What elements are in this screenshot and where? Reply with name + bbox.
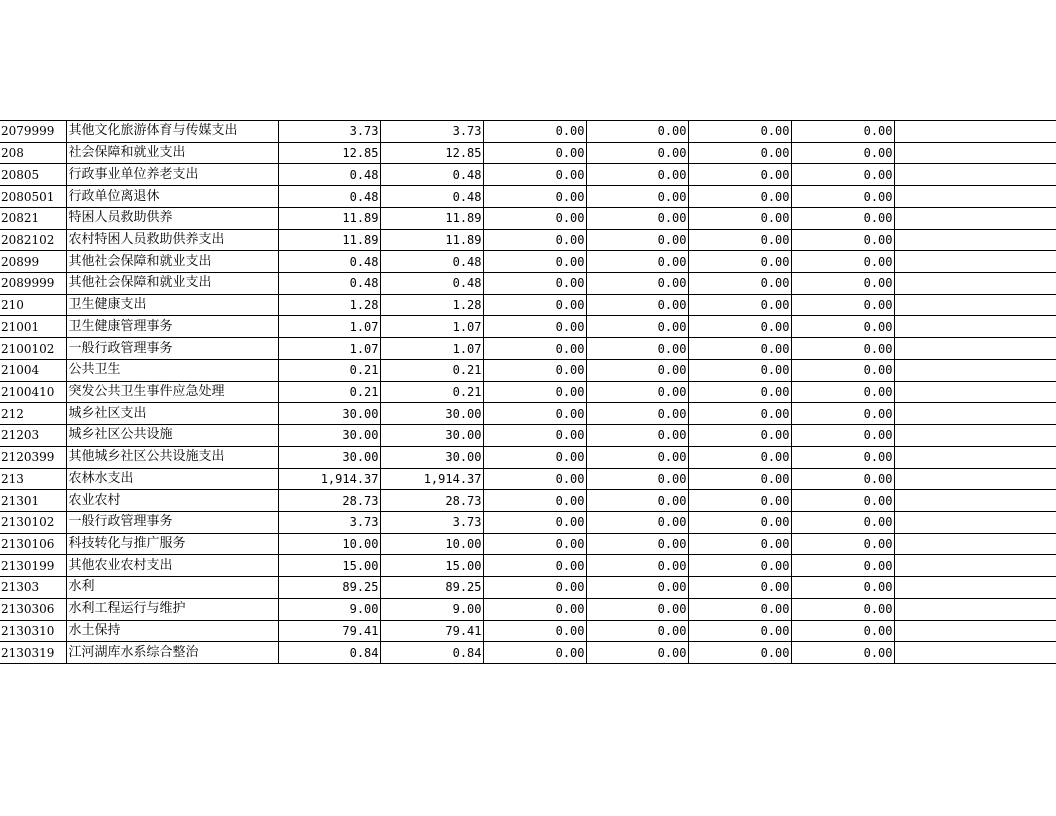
amount-cell[interactable]: 30.00 xyxy=(278,403,380,425)
amount-cell[interactable]: 0.00 xyxy=(791,273,894,295)
amount-cell[interactable]: 0.00 xyxy=(586,533,688,555)
amount-cell[interactable]: 0.00 xyxy=(586,316,688,338)
table-row xyxy=(0,359,1056,381)
amount-cell[interactable]: 1,914.37 xyxy=(278,468,380,490)
amount-cell[interactable]: 0.21 xyxy=(278,359,380,381)
subject-code-cell[interactable]: 2130102 xyxy=(0,511,66,533)
amount-cell[interactable]: 30.00 xyxy=(380,425,483,447)
subject-name-cell[interactable]: 一般行政管理事务 xyxy=(66,511,278,533)
subject-name-cell[interactable]: 农业农村 xyxy=(66,490,278,512)
amount-cell[interactable]: 0.00 xyxy=(483,468,586,490)
empty-cell[interactable] xyxy=(894,164,1056,186)
amount-cell[interactable]: 11.89 xyxy=(380,207,483,229)
amount-cell[interactable]: 1.28 xyxy=(380,294,483,316)
amount-cell[interactable]: 0.00 xyxy=(483,251,586,273)
amount-cell[interactable]: 79.41 xyxy=(278,620,380,642)
subject-code-cell[interactable]: 212 xyxy=(0,403,66,425)
subject-code-cell[interactable]: 2130199 xyxy=(0,555,66,577)
table-row xyxy=(0,121,1056,143)
subject-name-cell[interactable]: 卫生健康支出 xyxy=(66,294,278,316)
amount-cell[interactable]: 0.00 xyxy=(688,338,791,360)
amount-cell[interactable]: 0.00 xyxy=(791,425,894,447)
subject-code-cell[interactable]: 2100410 xyxy=(0,381,66,403)
subject-code-cell[interactable]: 210 xyxy=(0,294,66,316)
amount-cell[interactable]: 0.00 xyxy=(688,207,791,229)
amount-cell[interactable]: 0.00 xyxy=(791,186,894,208)
amount-cell[interactable]: 0.00 xyxy=(586,142,688,164)
amount-cell[interactable]: 0.00 xyxy=(791,316,894,338)
subject-name-cell[interactable]: 其他社会保障和就业支出 xyxy=(66,251,278,273)
empty-cell[interactable] xyxy=(894,207,1056,229)
amount-cell[interactable]: 0.00 xyxy=(586,359,688,381)
amount-cell[interactable]: 0.00 xyxy=(688,642,791,664)
amount-cell[interactable]: 11.89 xyxy=(380,229,483,251)
subject-name-cell[interactable]: 行政事业单位养老支出 xyxy=(66,164,278,186)
subject-code-cell[interactable]: 21203 xyxy=(0,425,66,447)
amount-cell[interactable]: 0.00 xyxy=(586,186,688,208)
empty-cell[interactable] xyxy=(894,642,1056,664)
table-row xyxy=(0,381,1056,403)
subject-code-cell[interactable]: 2130106 xyxy=(0,533,66,555)
subject-code-cell[interactable]: 2079999 xyxy=(0,121,66,143)
amount-cell[interactable]: 30.00 xyxy=(278,446,380,468)
empty-cell[interactable] xyxy=(894,121,1056,143)
amount-cell[interactable]: 0.00 xyxy=(483,577,586,599)
amount-cell[interactable]: 0.21 xyxy=(380,381,483,403)
empty-cell[interactable] xyxy=(894,229,1056,251)
subject-name-cell[interactable]: 其他社会保障和就业支出 xyxy=(66,273,278,295)
amount-cell[interactable]: 0.00 xyxy=(586,620,688,642)
empty-cell[interactable] xyxy=(894,338,1056,360)
amount-cell[interactable]: 28.73 xyxy=(380,490,483,512)
amount-cell[interactable]: 0.00 xyxy=(586,273,688,295)
amount-cell[interactable]: 0.00 xyxy=(586,229,688,251)
subject-name-cell[interactable]: 水利工程运行与维护 xyxy=(66,598,278,620)
amount-cell[interactable]: 0.00 xyxy=(688,490,791,512)
amount-cell[interactable]: 0.00 xyxy=(483,164,586,186)
amount-cell[interactable]: 0.48 xyxy=(380,186,483,208)
subject-code-cell[interactable]: 2080501 xyxy=(0,186,66,208)
amount-cell[interactable]: 0.00 xyxy=(791,294,894,316)
subject-code-cell[interactable]: 2120399 xyxy=(0,446,66,468)
subject-name-cell[interactable]: 农村特困人员救助供养支出 xyxy=(66,229,278,251)
empty-cell[interactable] xyxy=(894,142,1056,164)
amount-cell[interactable]: 0.00 xyxy=(791,490,894,512)
empty-cell[interactable] xyxy=(894,555,1056,577)
amount-cell[interactable]: 0.00 xyxy=(586,251,688,273)
amount-cell[interactable]: 0.00 xyxy=(586,577,688,599)
amount-cell[interactable]: 0.21 xyxy=(380,359,483,381)
table-row xyxy=(0,446,1056,468)
amount-cell[interactable]: 0.00 xyxy=(791,555,894,577)
empty-cell[interactable] xyxy=(894,577,1056,599)
subject-code-cell[interactable]: 21001 xyxy=(0,316,66,338)
amount-cell[interactable]: 3.73 xyxy=(278,121,380,143)
amount-cell[interactable]: 0.00 xyxy=(586,381,688,403)
subject-code-cell[interactable]: 20805 xyxy=(0,164,66,186)
empty-cell[interactable] xyxy=(894,598,1056,620)
amount-cell[interactable]: 9.00 xyxy=(380,598,483,620)
empty-cell[interactable] xyxy=(894,294,1056,316)
amount-cell[interactable]: 30.00 xyxy=(380,446,483,468)
empty-cell[interactable] xyxy=(894,251,1056,273)
amount-cell[interactable]: 0.48 xyxy=(278,186,380,208)
table-body xyxy=(0,121,1056,664)
amount-cell[interactable]: 0.00 xyxy=(688,577,791,599)
subject-code-cell[interactable]: 2130319 xyxy=(0,642,66,664)
amount-cell[interactable]: 0.00 xyxy=(483,121,586,143)
amount-cell[interactable]: 3.73 xyxy=(278,511,380,533)
subject-name-cell[interactable]: 卫生健康管理事务 xyxy=(66,316,278,338)
amount-cell[interactable]: 0.00 xyxy=(791,598,894,620)
amount-cell[interactable]: 0.48 xyxy=(380,251,483,273)
amount-cell[interactable]: 0.00 xyxy=(688,251,791,273)
amount-cell[interactable]: 0.00 xyxy=(688,468,791,490)
amount-cell[interactable]: 0.84 xyxy=(380,642,483,664)
amount-cell[interactable]: 0.00 xyxy=(483,229,586,251)
amount-cell[interactable]: 0.00 xyxy=(791,533,894,555)
amount-cell[interactable]: 0.00 xyxy=(688,164,791,186)
amount-cell[interactable]: 1,914.37 xyxy=(380,468,483,490)
amount-cell[interactable]: 0.48 xyxy=(380,164,483,186)
amount-cell[interactable]: 79.41 xyxy=(380,620,483,642)
amount-cell[interactable]: 0.00 xyxy=(791,642,894,664)
subject-code-cell[interactable]: 20899 xyxy=(0,251,66,273)
table-row xyxy=(0,273,1056,295)
empty-cell[interactable] xyxy=(894,316,1056,338)
subject-name-cell[interactable]: 其他农业农村支出 xyxy=(66,555,278,577)
amount-cell[interactable]: 0.00 xyxy=(483,273,586,295)
table-row xyxy=(0,142,1056,164)
amount-cell[interactable]: 0.00 xyxy=(483,533,586,555)
amount-cell[interactable]: 0.48 xyxy=(278,273,380,295)
amount-cell[interactable]: 0.00 xyxy=(791,446,894,468)
amount-cell[interactable]: 0.00 xyxy=(688,229,791,251)
amount-cell[interactable]: 0.00 xyxy=(688,121,791,143)
amount-cell[interactable]: 0.00 xyxy=(483,142,586,164)
amount-cell[interactable]: 0.00 xyxy=(688,403,791,425)
empty-cell[interactable] xyxy=(894,468,1056,490)
empty-cell[interactable] xyxy=(894,425,1056,447)
amount-cell[interactable]: 0.00 xyxy=(791,577,894,599)
amount-cell[interactable]: 0.00 xyxy=(483,207,586,229)
amount-cell[interactable]: 0.00 xyxy=(688,294,791,316)
amount-cell[interactable]: 0.48 xyxy=(278,251,380,273)
amount-cell[interactable]: 30.00 xyxy=(380,403,483,425)
table-row xyxy=(0,598,1056,620)
amount-cell[interactable]: 0.00 xyxy=(688,381,791,403)
amount-cell[interactable]: 0.00 xyxy=(791,121,894,143)
amount-cell[interactable]: 0.00 xyxy=(483,425,586,447)
amount-cell[interactable]: 0.00 xyxy=(586,164,688,186)
amount-cell[interactable]: 0.00 xyxy=(688,598,791,620)
subject-name-cell[interactable]: 社会保障和就业支出 xyxy=(66,142,278,164)
amount-cell[interactable]: 0.00 xyxy=(586,511,688,533)
amount-cell[interactable]: 0.00 xyxy=(483,511,586,533)
amount-cell[interactable]: 0.48 xyxy=(380,273,483,295)
amount-cell[interactable]: 0.00 xyxy=(688,511,791,533)
budget-expenditure-table xyxy=(0,120,1056,664)
amount-cell[interactable]: 0.00 xyxy=(483,316,586,338)
empty-cell[interactable] xyxy=(894,620,1056,642)
table-row xyxy=(0,207,1056,229)
amount-cell[interactable]: 0.00 xyxy=(688,555,791,577)
amount-cell[interactable]: 0.00 xyxy=(483,598,586,620)
subject-code-cell[interactable]: 213 xyxy=(0,468,66,490)
subject-name-cell[interactable]: 水利 xyxy=(66,577,278,599)
amount-cell[interactable]: 1.07 xyxy=(380,338,483,360)
table-row xyxy=(0,642,1056,664)
subject-code-cell[interactable]: 2082102 xyxy=(0,229,66,251)
amount-cell[interactable]: 0.00 xyxy=(791,142,894,164)
subject-name-cell[interactable]: 水土保持 xyxy=(66,620,278,642)
amount-cell[interactable]: 0.00 xyxy=(586,642,688,664)
amount-cell[interactable]: 10.00 xyxy=(380,533,483,555)
amount-cell[interactable]: 0.00 xyxy=(688,186,791,208)
amount-cell[interactable]: 0.00 xyxy=(688,316,791,338)
table-row xyxy=(0,490,1056,512)
amount-cell[interactable]: 1.28 xyxy=(278,294,380,316)
amount-cell[interactable]: 0.00 xyxy=(483,642,586,664)
amount-cell[interactable]: 0.00 xyxy=(483,338,586,360)
amount-cell[interactable]: 0.00 xyxy=(688,142,791,164)
amount-cell[interactable]: 0.00 xyxy=(586,446,688,468)
subject-name-cell[interactable]: 农林水支出 xyxy=(66,468,278,490)
amount-cell[interactable]: 0.00 xyxy=(688,359,791,381)
subject-name-cell[interactable]: 城乡社区公共设施 xyxy=(66,425,278,447)
subject-name-cell[interactable]: 一般行政管理事务 xyxy=(66,338,278,360)
amount-cell[interactable]: 89.25 xyxy=(278,577,380,599)
amount-cell[interactable]: 0.00 xyxy=(586,555,688,577)
subject-code-cell[interactable]: 21004 xyxy=(0,359,66,381)
empty-cell[interactable] xyxy=(894,273,1056,295)
table-row xyxy=(0,338,1056,360)
table-row xyxy=(0,403,1056,425)
table-row xyxy=(0,511,1056,533)
amount-cell[interactable]: 30.00 xyxy=(278,425,380,447)
amount-cell[interactable]: 89.25 xyxy=(380,577,483,599)
amount-cell[interactable]: 0.21 xyxy=(278,381,380,403)
empty-cell[interactable] xyxy=(894,533,1056,555)
amount-cell[interactable]: 12.85 xyxy=(278,142,380,164)
amount-cell[interactable]: 0.00 xyxy=(688,620,791,642)
amount-cell[interactable]: 0.00 xyxy=(791,338,894,360)
amount-cell[interactable]: 0.00 xyxy=(586,403,688,425)
subject-code-cell[interactable]: 2089999 xyxy=(0,273,66,295)
table-row xyxy=(0,251,1056,273)
amount-cell[interactable]: 0.00 xyxy=(483,381,586,403)
amount-cell[interactable]: 0.00 xyxy=(688,446,791,468)
subject-code-cell[interactable]: 2130310 xyxy=(0,620,66,642)
amount-cell[interactable]: 0.00 xyxy=(791,468,894,490)
subject-code-cell[interactable]: 208 xyxy=(0,142,66,164)
amount-cell[interactable]: 0.00 xyxy=(586,468,688,490)
amount-cell[interactable]: 0.00 xyxy=(791,511,894,533)
subject-name-cell[interactable]: 突发公共卫生事件应急处理 xyxy=(66,381,278,403)
amount-cell[interactable]: 15.00 xyxy=(380,555,483,577)
empty-cell[interactable] xyxy=(894,381,1056,403)
amount-cell[interactable]: 0.00 xyxy=(586,294,688,316)
amount-cell[interactable]: 0.00 xyxy=(688,273,791,295)
empty-cell[interactable] xyxy=(894,403,1056,425)
amount-cell[interactable]: 0.00 xyxy=(791,229,894,251)
amount-cell[interactable]: 0.00 xyxy=(483,403,586,425)
amount-cell[interactable]: 0.00 xyxy=(586,338,688,360)
amount-cell[interactable]: 0.00 xyxy=(791,620,894,642)
subject-name-cell[interactable]: 江河湖库水系综合整治 xyxy=(66,642,278,664)
subject-code-cell[interactable]: 2100102 xyxy=(0,338,66,360)
amount-cell[interactable]: 0.00 xyxy=(483,490,586,512)
amount-cell[interactable]: 0.48 xyxy=(278,164,380,186)
table-row xyxy=(0,577,1056,599)
amount-cell[interactable]: 0.00 xyxy=(586,121,688,143)
amount-cell[interactable]: 0.00 xyxy=(586,425,688,447)
amount-cell[interactable]: 0.00 xyxy=(791,207,894,229)
subject-name-cell[interactable]: 其他文化旅游体育与传媒支出 xyxy=(66,121,278,143)
empty-cell[interactable] xyxy=(894,490,1056,512)
amount-cell[interactable]: 0.00 xyxy=(483,359,586,381)
subject-code-cell[interactable]: 21301 xyxy=(0,490,66,512)
amount-cell[interactable]: 0.00 xyxy=(483,294,586,316)
table-row xyxy=(0,468,1056,490)
amount-cell[interactable]: 1.07 xyxy=(278,338,380,360)
amount-cell[interactable]: 3.73 xyxy=(380,511,483,533)
amount-cell[interactable]: 11.89 xyxy=(278,229,380,251)
table-row xyxy=(0,294,1056,316)
amount-cell[interactable]: 0.00 xyxy=(791,359,894,381)
subject-name-cell[interactable]: 特困人员救助供养 xyxy=(66,207,278,229)
table-row xyxy=(0,164,1056,186)
amount-cell[interactable]: 0.00 xyxy=(791,164,894,186)
subject-code-cell[interactable]: 20821 xyxy=(0,207,66,229)
amount-cell[interactable]: 1.07 xyxy=(380,316,483,338)
table-row xyxy=(0,555,1056,577)
amount-cell[interactable]: 0.00 xyxy=(791,403,894,425)
subject-code-cell[interactable]: 2130306 xyxy=(0,598,66,620)
subject-name-cell[interactable]: 城乡社区支出 xyxy=(66,403,278,425)
amount-cell[interactable]: 1.07 xyxy=(278,316,380,338)
amount-cell[interactable]: 0.00 xyxy=(791,381,894,403)
amount-cell[interactable]: 12.85 xyxy=(380,142,483,164)
empty-cell[interactable] xyxy=(894,186,1056,208)
table-row xyxy=(0,533,1056,555)
subject-name-cell[interactable]: 公共卫生 xyxy=(66,359,278,381)
empty-cell[interactable] xyxy=(894,359,1056,381)
amount-cell[interactable]: 0.00 xyxy=(483,446,586,468)
amount-cell[interactable]: 0.00 xyxy=(688,533,791,555)
amount-cell[interactable]: 0.00 xyxy=(483,620,586,642)
amount-cell[interactable]: 28.73 xyxy=(278,490,380,512)
table-row xyxy=(0,316,1056,338)
empty-cell[interactable] xyxy=(894,446,1056,468)
amount-cell[interactable]: 9.00 xyxy=(278,598,380,620)
amount-cell[interactable]: 0.00 xyxy=(586,490,688,512)
amount-cell[interactable]: 0.84 xyxy=(278,642,380,664)
amount-cell[interactable]: 0.00 xyxy=(688,425,791,447)
table-row xyxy=(0,229,1056,251)
subject-code-cell[interactable]: 21303 xyxy=(0,577,66,599)
amount-cell[interactable]: 10.00 xyxy=(278,533,380,555)
amount-cell[interactable]: 0.00 xyxy=(483,186,586,208)
subject-name-cell[interactable]: 行政单位离退休 xyxy=(66,186,278,208)
amount-cell[interactable]: 0.00 xyxy=(791,251,894,273)
table-row xyxy=(0,186,1056,208)
amount-cell[interactable]: 3.73 xyxy=(380,121,483,143)
subject-name-cell[interactable]: 其他城乡社区公共设施支出 xyxy=(66,446,278,468)
amount-cell[interactable]: 15.00 xyxy=(278,555,380,577)
table-row xyxy=(0,620,1056,642)
empty-cell[interactable] xyxy=(894,511,1056,533)
subject-name-cell[interactable]: 科技转化与推广服务 xyxy=(66,533,278,555)
amount-cell[interactable]: 0.00 xyxy=(586,207,688,229)
amount-cell[interactable]: 11.89 xyxy=(278,207,380,229)
amount-cell[interactable]: 0.00 xyxy=(586,598,688,620)
amount-cell[interactable]: 0.00 xyxy=(483,555,586,577)
table-row xyxy=(0,425,1056,447)
